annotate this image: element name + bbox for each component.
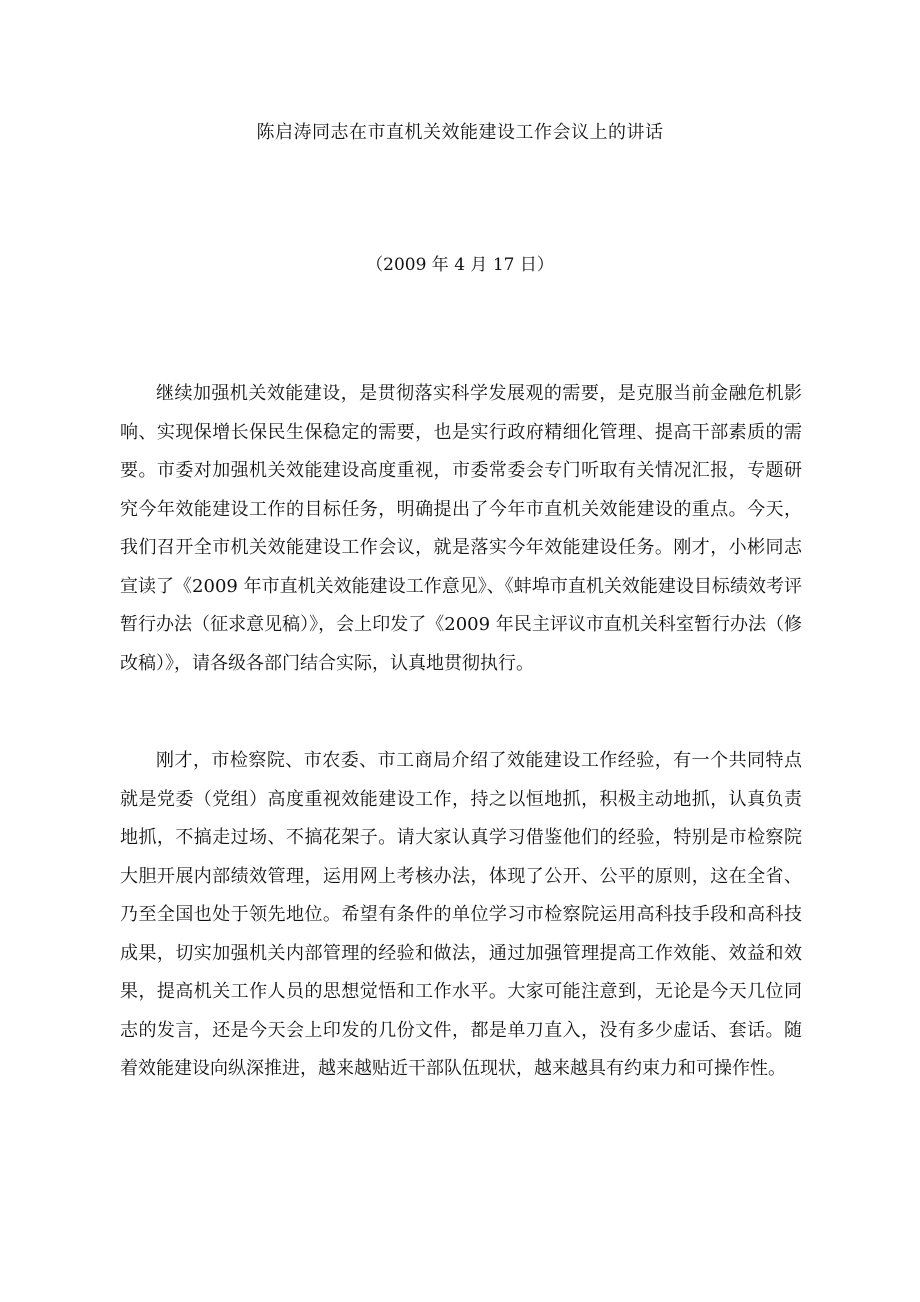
body-paragraph-1: 继续加强机关效能建设，是贯彻落实科学发展观的需要，是克服当前金融危机影响、实现保增长保民生保稳定的需要，也是实行政府精细化管理、提高干部素质的需要。市委对加强机关效能建设高度重视，市委常委会专门听取有关情况汇报，专题研究今年效能建设工作的目标任务，明确提出了今年市直机关效能建设的重点。今天，我们召开全市机关效能建设工作会议，就是落实今年效能建设任务。刚才，小彬同志宣读了《2009 年市直机关效能建设工作意见》、《蚌埠市直机关效能建设目标绩效考评暂行办法（征求意见稿）》，会上印发了《2009 年民主评议市直机关科室暂行办法（修改稿）》，请各级各部门结合实际，认真地贯彻执行。 [120,383,802,674]
document-title: 陈启涛同志在市直机关效能建设工作会议上的讲话 [256,122,664,143]
document-date: （2009 年 4 月 17 日） [366,255,554,275]
body-paragraph-2: 刚才，市检察院、市农委、市工商局介绍了效能建设工作经验，有一个共同特点就是党委（党组）高度重视效能建设工作，持之以恒地抓，积极主动地抓，认真负责地抓，不搞走过场、不搞花架子。请大家认真学习借鉴他们的经验，特别是市检察院大胆开展内部绩效管理，运用网上考核办法，体现了公开、公平的原则，这在全省、乃至全国也处于领先地位。希望有条件的单位学习市检察院运用高科技手段和高科技成果，切实加强机关内部管理的经验和做法，通过加强管理提高工作效能、效益和效果，提高机关工作人员的思想觉悟和工作水平。大家可能注意到，无论是今天几位同志的发言，还是今天会上印发的几份文件，都是单刀直入，没有多少虚话、套话。随着效能建设向纵深推进，越来越贴近干部队伍现状，越来越具有约束力和可操作性。 [120,750,802,1079]
